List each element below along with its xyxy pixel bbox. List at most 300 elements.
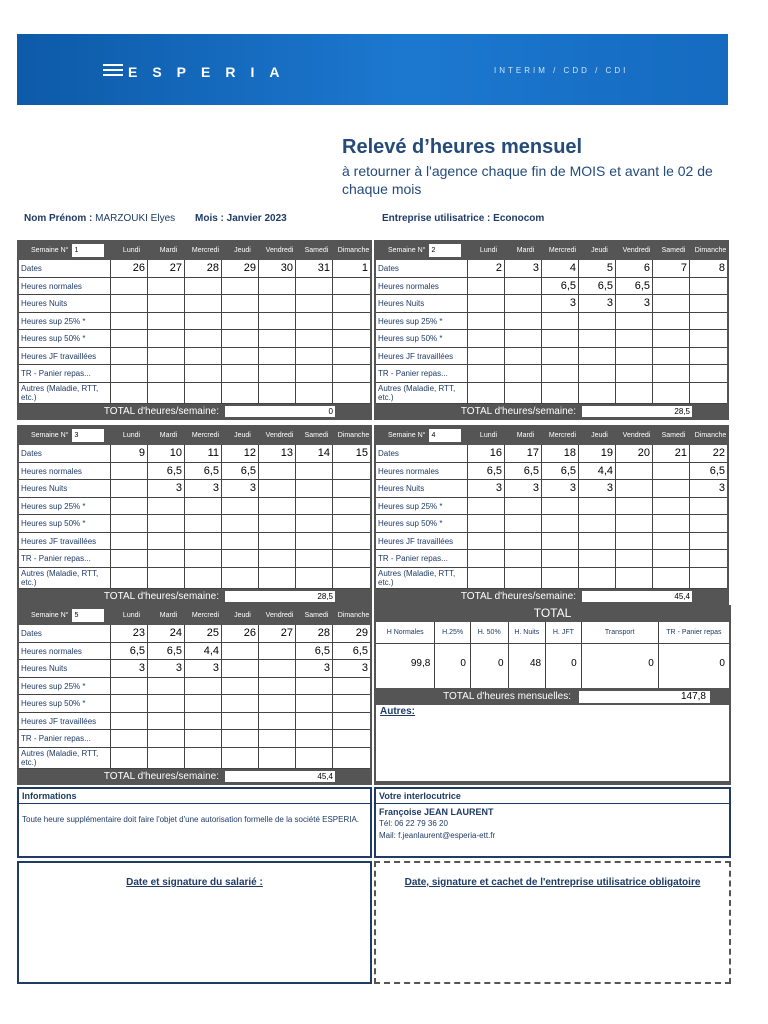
hours-cell[interactable] [222, 365, 259, 382]
hours-cell[interactable] [148, 330, 185, 347]
hours-cell[interactable] [542, 515, 579, 532]
hours-cell[interactable] [616, 463, 653, 480]
hours-cell[interactable] [259, 463, 296, 480]
hours-cell[interactable] [333, 713, 370, 730]
hours-cell[interactable]: 3 [579, 295, 616, 312]
hours-cell[interactable] [296, 330, 333, 347]
hours-cell[interactable]: 25 [185, 625, 222, 642]
hours-cell[interactable] [296, 463, 333, 480]
hours-cell[interactable]: 17 [505, 445, 542, 462]
hours-cell[interactable]: 3 [718, 482, 725, 494]
hours-cell[interactable] [653, 278, 690, 295]
hours-cell[interactable] [148, 678, 185, 695]
hours-cell[interactable] [468, 568, 505, 588]
hours-cell[interactable] [222, 568, 259, 588]
hours-cell[interactable]: 6,5 [148, 643, 185, 660]
hours-cell[interactable] [468, 295, 505, 312]
hours-cell[interactable]: 4,4 [579, 463, 616, 480]
hours-cell[interactable] [222, 533, 259, 550]
hours-cell[interactable] [259, 330, 296, 347]
hours-cell[interactable] [542, 383, 579, 403]
hours-cell[interactable]: 6,5 [709, 464, 725, 477]
hours-cell[interactable] [185, 295, 222, 312]
hours-cell[interactable] [505, 278, 542, 295]
hours-cell[interactable] [222, 695, 259, 712]
hours-cell[interactable] [111, 713, 148, 730]
hours-cell[interactable] [111, 348, 148, 365]
hours-cell[interactable]: 22 [712, 447, 725, 459]
hours-cell[interactable] [505, 550, 542, 567]
hours-cell[interactable] [259, 295, 296, 312]
hours-cell[interactable]: 6,5 [111, 643, 148, 660]
hours-cell[interactable] [111, 550, 148, 567]
hours-cell[interactable]: 31 [296, 260, 333, 277]
hours-cell[interactable]: 27 [259, 625, 296, 642]
hours-cell[interactable] [333, 568, 370, 588]
hours-cell[interactable] [653, 348, 690, 365]
hours-cell[interactable]: 4,4 [185, 643, 222, 660]
hours-cell[interactable] [333, 515, 370, 532]
hours-cell[interactable] [185, 550, 222, 567]
hours-cell[interactable]: 3 [542, 480, 579, 497]
employee-signature-box[interactable] [17, 861, 372, 984]
hours-cell[interactable] [222, 678, 259, 695]
hours-cell[interactable] [505, 330, 542, 347]
hours-cell[interactable] [222, 660, 259, 677]
hours-cell[interactable] [505, 533, 542, 550]
hours-cell[interactable] [296, 748, 333, 768]
total-col-value: 48 [529, 658, 542, 669]
hours-cell[interactable] [579, 550, 616, 567]
company-signature-box[interactable] [374, 861, 731, 984]
hours-cell[interactable] [222, 550, 259, 567]
hours-cell[interactable] [185, 515, 222, 532]
hours-cell[interactable] [333, 278, 370, 295]
hours-cell[interactable] [148, 515, 185, 532]
day-header: Vendredi [265, 246, 294, 254]
hours-cell[interactable] [468, 365, 505, 382]
hours-cell[interactable] [690, 295, 727, 312]
hours-cell[interactable]: 3 [579, 480, 616, 497]
hours-cell[interactable] [296, 568, 333, 588]
total-col-value: 0 [648, 658, 654, 669]
hours-cell[interactable] [616, 480, 653, 497]
hours-cell[interactable] [148, 498, 185, 515]
hours-cell[interactable] [333, 533, 370, 550]
hours-cell[interactable] [296, 313, 333, 330]
hours-cell[interactable] [259, 730, 296, 747]
hours-cell[interactable] [185, 383, 222, 403]
hours-cell[interactable] [616, 330, 653, 347]
hours-cell[interactable]: 7 [653, 260, 690, 277]
hours-cell[interactable]: 6,5 [185, 463, 222, 480]
hours-cell[interactable] [111, 678, 148, 695]
hours-cell[interactable] [148, 295, 185, 312]
hours-cell[interactable]: 13 [259, 445, 296, 462]
hours-cell[interactable] [148, 568, 185, 588]
hours-cell[interactable] [542, 348, 579, 365]
hours-cell[interactable] [259, 643, 296, 660]
hours-cell[interactable] [259, 365, 296, 382]
hours-cell[interactable] [296, 295, 333, 312]
hours-cell[interactable] [653, 515, 690, 532]
hours-cell[interactable] [185, 730, 222, 747]
hours-cell[interactable] [259, 695, 296, 712]
hours-cell[interactable] [111, 695, 148, 712]
hours-cell[interactable] [296, 550, 333, 567]
hours-cell[interactable]: 3 [222, 480, 259, 497]
hours-cell[interactable] [505, 383, 542, 403]
hours-cell[interactable] [333, 383, 370, 403]
hours-cell[interactable]: 6,5 [352, 644, 368, 657]
hours-cell[interactable]: 3 [542, 295, 579, 312]
hours-cell[interactable]: 6,5 [542, 463, 579, 480]
hours-cell[interactable]: 6,5 [296, 643, 333, 660]
hours-cell[interactable] [296, 713, 333, 730]
hours-cell[interactable] [259, 383, 296, 403]
hours-cell[interactable] [468, 330, 505, 347]
hours-cell[interactable]: 3 [148, 480, 185, 497]
hours-cell[interactable] [259, 278, 296, 295]
hours-cell[interactable] [259, 313, 296, 330]
hours-cell[interactable] [111, 498, 148, 515]
hours-cell[interactable] [542, 550, 579, 567]
hours-cell[interactable] [185, 695, 222, 712]
row-label: TR - Panier repas... [376, 365, 468, 382]
hours-cell[interactable] [148, 348, 185, 365]
hours-cell[interactable] [690, 330, 727, 347]
hours-cell[interactable] [185, 313, 222, 330]
hours-cell[interactable] [616, 365, 653, 382]
hours-cell[interactable] [653, 295, 690, 312]
hours-cell[interactable] [148, 533, 185, 550]
hours-cell[interactable] [222, 295, 259, 312]
hours-cell[interactable] [185, 348, 222, 365]
row-label: TR - Panier repas... [19, 730, 111, 747]
hours-cell[interactable] [579, 498, 616, 515]
hours-cell[interactable] [259, 515, 296, 532]
hours-cell[interactable] [333, 550, 370, 567]
contact-email[interactable]: Mail: f.jeanlaurent@esperia-ett.fr [379, 831, 496, 840]
hours-cell[interactable] [259, 678, 296, 695]
hours-cell[interactable] [505, 515, 542, 532]
hours-cell[interactable]: 6,5 [468, 463, 505, 480]
hours-cell[interactable] [505, 568, 542, 588]
hours-cell[interactable] [185, 498, 222, 515]
hours-cell[interactable] [616, 533, 653, 550]
hours-cell[interactable]: 3 [361, 662, 368, 674]
hours-cell[interactable] [222, 748, 259, 768]
hours-cell[interactable] [333, 748, 370, 768]
hours-cell[interactable]: 26 [222, 625, 259, 642]
hours-cell[interactable] [148, 695, 185, 712]
hours-cell[interactable]: 14 [296, 445, 333, 462]
hours-cell[interactable] [653, 365, 690, 382]
hours-cell[interactable] [111, 568, 148, 588]
hours-cell[interactable] [148, 365, 185, 382]
hours-cell[interactable] [222, 498, 259, 515]
hours-cell[interactable]: 2 [468, 260, 505, 277]
hours-cell[interactable] [111, 480, 148, 497]
hours-cell[interactable]: 29 [222, 260, 259, 277]
hours-cell[interactable] [222, 515, 259, 532]
hours-cell[interactable] [333, 695, 370, 712]
hours-cell[interactable] [579, 533, 616, 550]
hours-cell[interactable] [333, 730, 370, 747]
hours-cell[interactable] [505, 313, 542, 330]
week-number-input[interactable]: 5 [72, 609, 104, 622]
week-number-input[interactable]: 4 [429, 429, 461, 442]
hours-cell[interactable] [259, 480, 296, 497]
hours-cell[interactable]: 3 [185, 480, 222, 497]
row-label: Dates [19, 445, 111, 462]
hours-cell[interactable] [296, 348, 333, 365]
hours-cell[interactable] [333, 463, 370, 480]
hours-cell[interactable]: 3 [296, 660, 333, 677]
hours-cell[interactable]: 5 [579, 260, 616, 277]
hours-cell[interactable] [148, 550, 185, 567]
hours-cell[interactable] [259, 348, 296, 365]
hours-cell[interactable] [579, 365, 616, 382]
hours-cell[interactable] [468, 313, 505, 330]
hours-cell[interactable] [111, 330, 148, 347]
hours-cell[interactable] [690, 498, 727, 515]
hours-cell[interactable] [259, 498, 296, 515]
hours-cell[interactable] [579, 330, 616, 347]
hours-cell[interactable] [653, 480, 690, 497]
hours-cell[interactable]: 1 [361, 262, 368, 274]
hours-cell[interactable] [505, 348, 542, 365]
hours-cell[interactable] [690, 278, 727, 295]
hours-cell[interactable] [616, 550, 653, 567]
hours-cell[interactable]: 10 [148, 445, 185, 462]
hours-cell[interactable] [616, 515, 653, 532]
hours-cell[interactable] [505, 295, 542, 312]
hours-cell[interactable]: 6,5 [148, 463, 185, 480]
hours-cell[interactable] [542, 533, 579, 550]
hours-cell[interactable] [542, 568, 579, 588]
hours-cell[interactable]: 6 [616, 260, 653, 277]
hours-cell[interactable] [259, 748, 296, 768]
row-label: Heures normales [19, 643, 111, 660]
hours-cell[interactable]: 3 [148, 660, 185, 677]
hours-cell[interactable]: 18 [542, 445, 579, 462]
hours-cell[interactable] [690, 313, 727, 330]
hours-cell[interactable] [185, 330, 222, 347]
hours-cell[interactable] [111, 365, 148, 382]
hours-cell[interactable]: 3 [111, 660, 148, 677]
hours-cell[interactable] [111, 383, 148, 403]
row-label: Autres (Maladie, RTT, etc.) [376, 383, 468, 403]
hours-cell[interactable] [185, 713, 222, 730]
hours-cell[interactable] [222, 730, 259, 747]
hours-cell[interactable] [111, 463, 148, 480]
hours-cell[interactable] [653, 533, 690, 550]
hours-cell[interactable]: 11 [185, 445, 222, 462]
hours-cell[interactable] [468, 348, 505, 365]
hours-cell[interactable] [579, 313, 616, 330]
hours-cell[interactable] [653, 498, 690, 515]
hours-cell[interactable] [296, 383, 333, 403]
hours-cell[interactable] [505, 365, 542, 382]
hours-cell[interactable] [296, 730, 333, 747]
hours-cell[interactable] [468, 533, 505, 550]
hours-cell[interactable] [579, 383, 616, 403]
hours-cell[interactable] [296, 678, 333, 695]
hours-cell[interactable] [616, 313, 653, 330]
hours-cell[interactable] [296, 365, 333, 382]
hours-cell[interactable] [333, 678, 370, 695]
hours-cell[interactable]: 21 [653, 445, 690, 462]
hours-cell[interactable]: 6,5 [505, 463, 542, 480]
hours-cell[interactable]: 27 [148, 260, 185, 277]
week-number-input[interactable]: 2 [429, 244, 461, 257]
hours-cell[interactable]: 3 [185, 660, 222, 677]
hours-cell[interactable]: 4 [542, 260, 579, 277]
hours-cell[interactable] [296, 515, 333, 532]
hours-cell[interactable] [468, 278, 505, 295]
hours-cell[interactable] [259, 713, 296, 730]
hours-cell[interactable] [505, 498, 542, 515]
hours-cell[interactable]: 19 [579, 445, 616, 462]
hours-cell[interactable] [222, 348, 259, 365]
hours-cell[interactable] [259, 550, 296, 567]
hours-cell[interactable] [653, 383, 690, 403]
hours-cell[interactable] [579, 568, 616, 588]
hours-cell[interactable] [542, 330, 579, 347]
hours-cell[interactable] [653, 330, 690, 347]
hours-cell[interactable] [653, 550, 690, 567]
hours-cell[interactable] [468, 550, 505, 567]
hours-cell[interactable] [616, 498, 653, 515]
week-label: Semaine N° [388, 431, 426, 439]
hours-cell[interactable] [111, 295, 148, 312]
day-header: Samedi [304, 431, 329, 439]
hours-cell[interactable]: 26 [111, 260, 148, 277]
hours-cell[interactable]: 9 [111, 445, 148, 462]
hours-cell[interactable]: 28 [185, 260, 222, 277]
hours-cell[interactable] [653, 313, 690, 330]
hours-cell[interactable]: 30 [259, 260, 296, 277]
hours-cell[interactable]: 6,5 [542, 278, 579, 295]
hours-cell[interactable] [653, 568, 690, 588]
hours-cell[interactable] [333, 295, 370, 312]
hours-cell[interactable]: 24 [148, 625, 185, 642]
hours-cell[interactable] [185, 678, 222, 695]
hours-cell[interactable] [185, 568, 222, 588]
hours-cell[interactable]: 8 [718, 262, 725, 274]
hours-cell[interactable] [653, 463, 690, 480]
hours-cell[interactable] [185, 748, 222, 768]
hours-cell[interactable] [148, 313, 185, 330]
hours-cell[interactable] [222, 330, 259, 347]
hours-cell[interactable] [579, 515, 616, 532]
hours-cell[interactable] [148, 748, 185, 768]
hours-cell[interactable] [616, 348, 653, 365]
hours-cell[interactable] [296, 695, 333, 712]
hours-cell[interactable] [222, 278, 259, 295]
hours-cell[interactable] [690, 533, 727, 550]
hours-cell[interactable]: 6,5 [222, 463, 259, 480]
hours-cell[interactable] [468, 515, 505, 532]
hours-cell[interactable] [222, 643, 259, 660]
hours-cell[interactable]: 3 [505, 260, 542, 277]
hours-cell[interactable]: 28 [296, 625, 333, 642]
hours-cell[interactable] [148, 383, 185, 403]
hours-cell[interactable] [222, 383, 259, 403]
hours-cell[interactable]: 16 [468, 445, 505, 462]
hours-cell[interactable] [148, 713, 185, 730]
hours-cell[interactable] [468, 383, 505, 403]
row-label: Heures sup 50% * [376, 330, 468, 347]
hours-cell[interactable]: 12 [222, 445, 259, 462]
hours-cell[interactable]: 20 [616, 445, 653, 462]
hours-cell[interactable] [296, 533, 333, 550]
hours-cell[interactable] [185, 533, 222, 550]
hours-cell[interactable] [333, 313, 370, 330]
hours-cell[interactable] [333, 480, 370, 497]
hours-cell[interactable] [148, 730, 185, 747]
hours-cell[interactable]: 15 [355, 447, 368, 459]
hours-cell[interactable] [259, 660, 296, 677]
week-number-input[interactable]: 1 [72, 244, 104, 257]
hours-cell[interactable] [111, 313, 148, 330]
hours-cell[interactable] [185, 365, 222, 382]
hours-cell[interactable] [111, 278, 148, 295]
hours-cell[interactable] [185, 278, 222, 295]
hours-cell[interactable] [333, 330, 370, 347]
hours-cell[interactable] [690, 365, 727, 382]
hours-cell[interactable] [111, 730, 148, 747]
hours-cell[interactable] [542, 365, 579, 382]
hours-cell[interactable] [542, 498, 579, 515]
hours-cell[interactable] [333, 365, 370, 382]
hours-cell[interactable] [690, 383, 727, 403]
hours-cell[interactable] [296, 498, 333, 515]
hours-cell[interactable]: 3 [505, 480, 542, 497]
week-label: Semaine N° [31, 431, 69, 439]
hours-cell[interactable] [690, 550, 727, 567]
hours-cell[interactable] [259, 533, 296, 550]
hours-cell[interactable]: 6,5 [579, 278, 616, 295]
hours-cell[interactable] [690, 568, 727, 588]
hours-cell[interactable] [579, 348, 616, 365]
hours-cell[interactable]: 3 [616, 295, 653, 312]
hours-cell[interactable] [222, 713, 259, 730]
hours-cell[interactable] [296, 480, 333, 497]
hours-cell[interactable] [690, 515, 727, 532]
hours-cell[interactable] [616, 383, 653, 403]
hours-cell[interactable] [259, 568, 296, 588]
hours-cell[interactable] [690, 348, 727, 365]
hours-cell[interactable]: 6,5 [616, 278, 653, 295]
hours-cell[interactable] [148, 278, 185, 295]
hours-cell[interactable] [468, 498, 505, 515]
hours-cell[interactable] [111, 748, 148, 768]
hours-cell[interactable] [616, 568, 653, 588]
hours-cell[interactable] [222, 313, 259, 330]
week-number-input[interactable]: 3 [72, 429, 104, 442]
hours-cell[interactable]: 3 [468, 480, 505, 497]
hours-cell[interactable]: 23 [111, 625, 148, 642]
hours-cell[interactable] [111, 533, 148, 550]
hours-cell[interactable] [296, 278, 333, 295]
hours-cell[interactable] [111, 515, 148, 532]
hours-cell[interactable] [333, 348, 370, 365]
hours-cell[interactable] [333, 498, 370, 515]
hours-cell[interactable]: 29 [355, 627, 368, 639]
hours-cell[interactable] [542, 313, 579, 330]
